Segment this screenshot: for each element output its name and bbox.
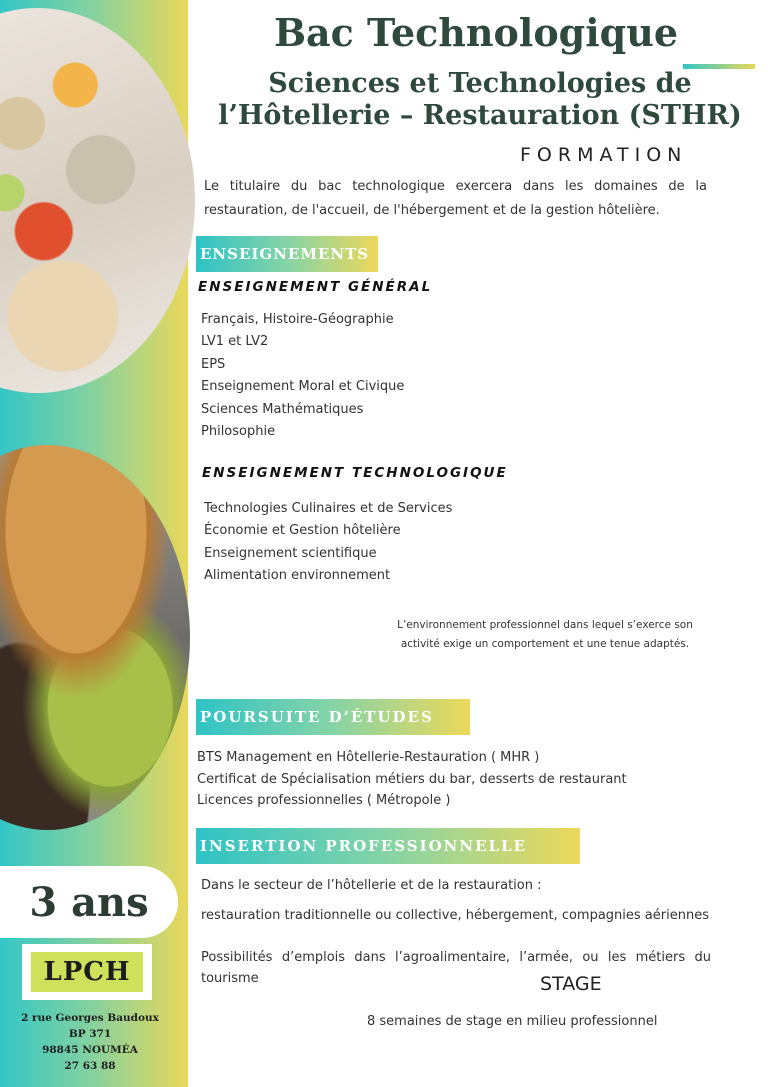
- address-line: 2 rue Georges Baudoux: [21, 1012, 159, 1024]
- list-item: BTS Management en Hôtellerie-Restauration ( MHR ): [197, 750, 540, 765]
- section-banner-poursuite: POURSUITE D’ÉTUDES: [196, 699, 470, 735]
- page-title: Bac Technologique: [273, 10, 679, 55]
- section-banner-enseignements: ENSEIGNEMENTS: [196, 236, 378, 272]
- duration-badge: [0, 866, 178, 938]
- address-phone: 27 63 88: [64, 1060, 116, 1072]
- technological-subjects-list: [204, 498, 452, 588]
- insertion-item: restauration traditionnelle ou collective, hébergement, compagnies aériennes: [201, 908, 709, 923]
- intro-paragraph: Le titulaire du bac technologique exercera dans les domaines de la restauration, de l'accueil, de l'hébergement et de la gestion hôtelière.: [204, 179, 707, 218]
- further-studies-list: [197, 747, 627, 812]
- formation-label: FORMATION: [520, 144, 688, 166]
- list-item: EPS: [201, 356, 226, 372]
- subtitle-line: l’Hôtellerie – Restauration (STHR): [218, 100, 742, 131]
- list-item: Enseignement Moral et Civique: [201, 379, 405, 395]
- list-item: Certificat de Spécialisation métiers du bar, desserts de restaurant: [197, 771, 627, 787]
- school-address: [10, 1010, 170, 1074]
- note-line: activité exige un comportement et une tenue adaptés.: [400, 638, 690, 650]
- insertion-lead-text: Dans le secteur de l’hôtellerie et de la restauration :: [201, 878, 542, 893]
- address-line: BP 371: [68, 1028, 112, 1040]
- list-item: Licences professionnelles ( Métropole ): [197, 793, 451, 808]
- school-logo-mark: LPCH: [31, 952, 143, 992]
- list-item: Alimentation environnement: [204, 568, 391, 584]
- section-banner-insertion: INSERTION PROFESSIONNELLE: [196, 828, 580, 864]
- stage-heading: STAGE: [540, 973, 602, 995]
- stage-description: 8 semaines de stage en milieu professionnel: [367, 1014, 658, 1029]
- list-item: Économie et Gestion hôtelière: [204, 523, 401, 539]
- page-subtitle: [196, 68, 764, 132]
- heading-enseignement-general: ENSEIGNEMENT GÉNÉRAL: [198, 279, 433, 295]
- list-item: Technologies Culinaires et de Services: [204, 501, 453, 516]
- heading-enseignement-technologique: ENSEIGNEMENT TECHNOLOGIQUE: [202, 465, 508, 481]
- list-item: Français, Histoire-Géographie: [201, 312, 394, 327]
- subtitle-line: Sciences et Technologies de: [268, 68, 692, 99]
- insertion-item: Possibilités d’emplois dans l’agroalimentaire, l’armée, ou les métiers du tourisme: [201, 950, 711, 986]
- school-logo: [22, 944, 152, 1000]
- duration-text: 3 ans: [29, 878, 149, 926]
- list-item: Enseignement scientifique: [204, 545, 377, 561]
- address-line: 98845 NOUMÉA: [42, 1044, 138, 1056]
- list-item: Philosophie: [201, 423, 276, 439]
- note-line: L’environnement professionnel dans lequel s’exerce son: [397, 619, 693, 631]
- list-item: Sciences Mathématiques: [201, 401, 364, 417]
- general-subjects-list: [201, 309, 404, 443]
- dress-code-note: [360, 616, 730, 654]
- list-item: LV1 et LV2: [201, 334, 269, 350]
